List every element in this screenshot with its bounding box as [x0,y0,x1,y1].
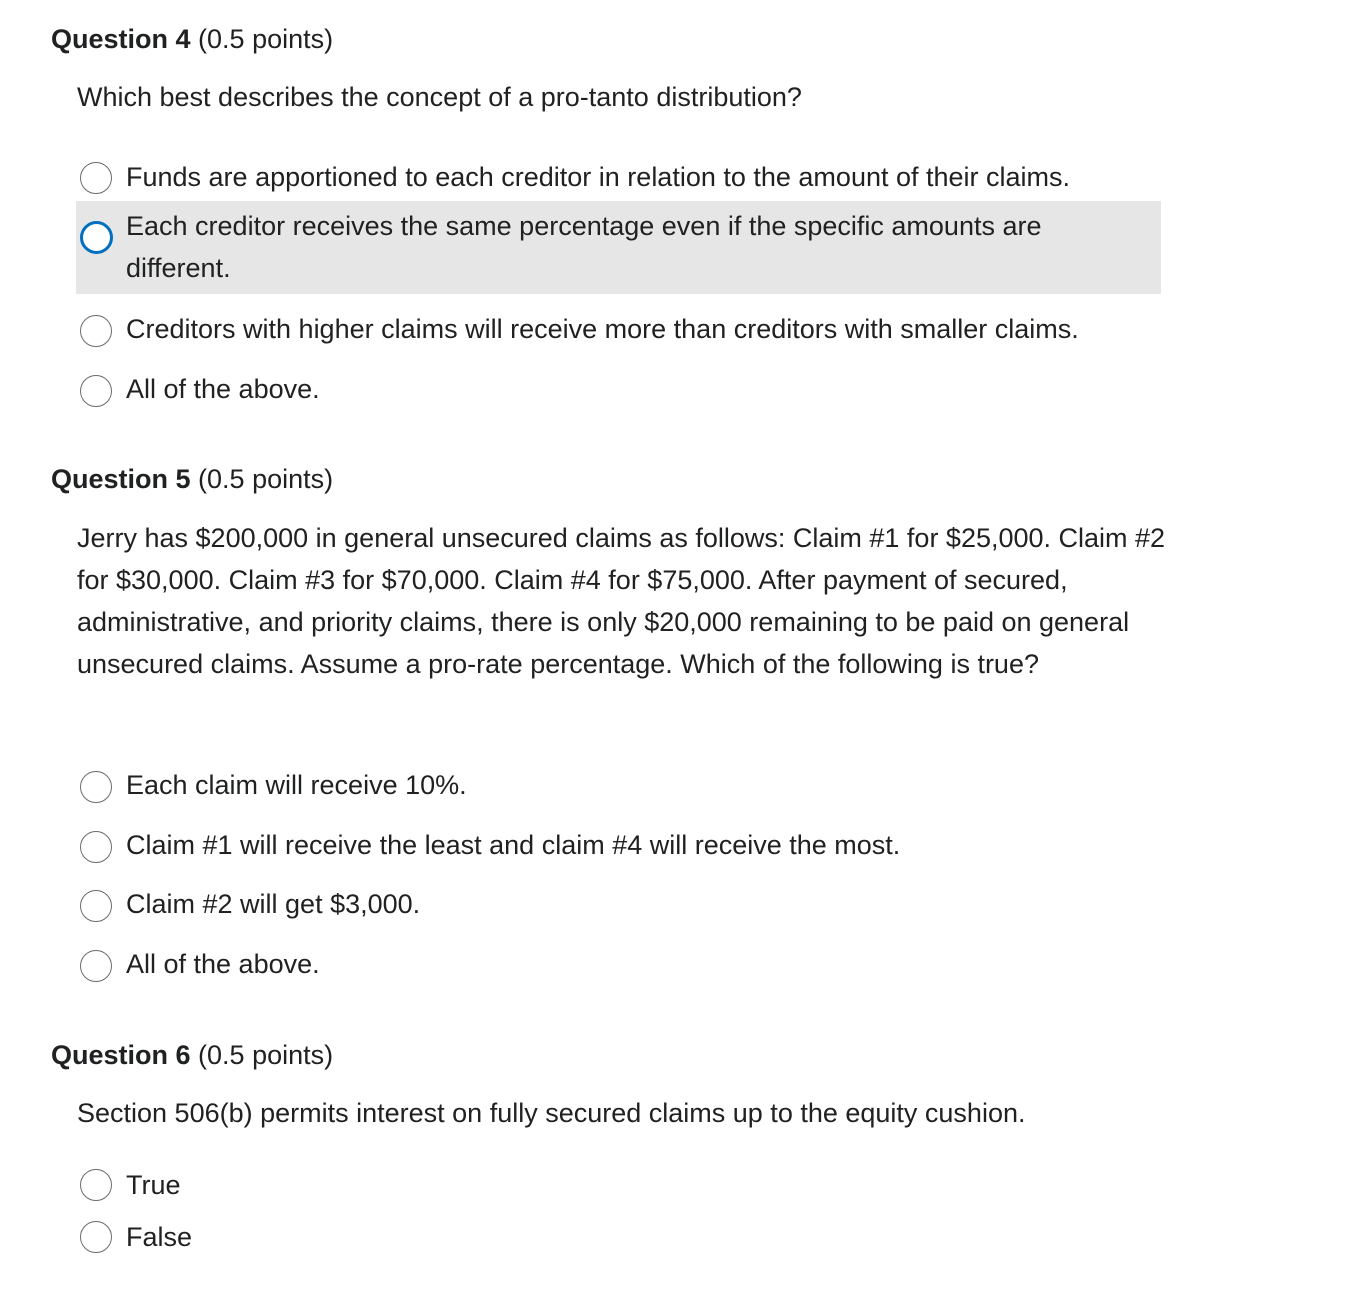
radio-button[interactable] [80,950,112,982]
question-5-option-1[interactable] [76,764,1161,806]
radio-button[interactable] [80,771,112,803]
option-label: False [126,1222,193,1252]
option-label: All of the above. [126,949,320,979]
question-5-number: Question 5 [51,464,191,494]
radio-button[interactable] [80,890,112,922]
question-4-title [51,21,333,57]
option-label: Funds are apportioned to each creditor in relation to the amount of their claims. [126,162,1071,192]
option-label: Each creditor receives the same percentage even if the specific amounts are different. [126,211,1042,283]
question-6-points: (0.5 points) [198,1040,334,1070]
radio-button[interactable] [80,831,112,863]
question-4-prompt: Which best describes the concept of a pro-tanto distribution? [77,82,802,112]
radio-button[interactable] [80,1221,112,1253]
option-label: Each claim will receive 10%. [126,770,467,800]
question-4-option-1[interactable] [76,156,1161,198]
question-5-prompt: Jerry has $200,000 in general unsecured claims as follows: Claim #1 for $25,000. Claim #2 for $30,000. Claim #3 for $70,000. Claim #4 for $75,000. After payment of secured, administrative, and priority claims, there is only $20,000 remaining to be paid on general unsecured claims. Assume a pro-rate percentage. Which of the following is true? [77,523,1166,679]
question-6-prompt: Section 506(b) permits interest on fully secured claims up to the equity cushion. [77,1098,1026,1128]
option-label: All of the above. [126,374,320,404]
question-4-option-2[interactable] [76,201,1161,294]
radio-button[interactable] [80,162,112,194]
radio-button[interactable] [80,315,112,347]
question-4-points: (0.5 points) [198,24,334,54]
question-6-option-true[interactable] [76,1164,1161,1206]
radio-button[interactable] [80,221,113,254]
question-5-option-4[interactable] [76,943,1161,985]
question-5-title [51,461,333,497]
option-label: Creditors with higher claims will receive more than creditors with smaller claims. [126,314,1079,344]
question-4-number: Question 4 [51,24,191,54]
question-5-points: (0.5 points) [198,464,334,494]
question-6-number: Question 6 [51,1040,191,1070]
question-6-title [51,1037,333,1073]
radio-button[interactable] [80,375,112,407]
question-5-option-3[interactable] [76,883,1161,925]
question-4-option-4[interactable] [76,368,1161,410]
option-label: Claim #2 will get $3,000. [126,889,421,919]
question-6-option-false[interactable] [76,1216,1161,1258]
radio-button[interactable] [80,1169,112,1201]
question-5-option-2[interactable] [76,824,1161,866]
question-4-option-3[interactable] [76,308,1161,350]
option-label: Claim #1 will receive the least and claim #4 will receive the most. [126,830,901,860]
option-label: True [126,1170,181,1200]
